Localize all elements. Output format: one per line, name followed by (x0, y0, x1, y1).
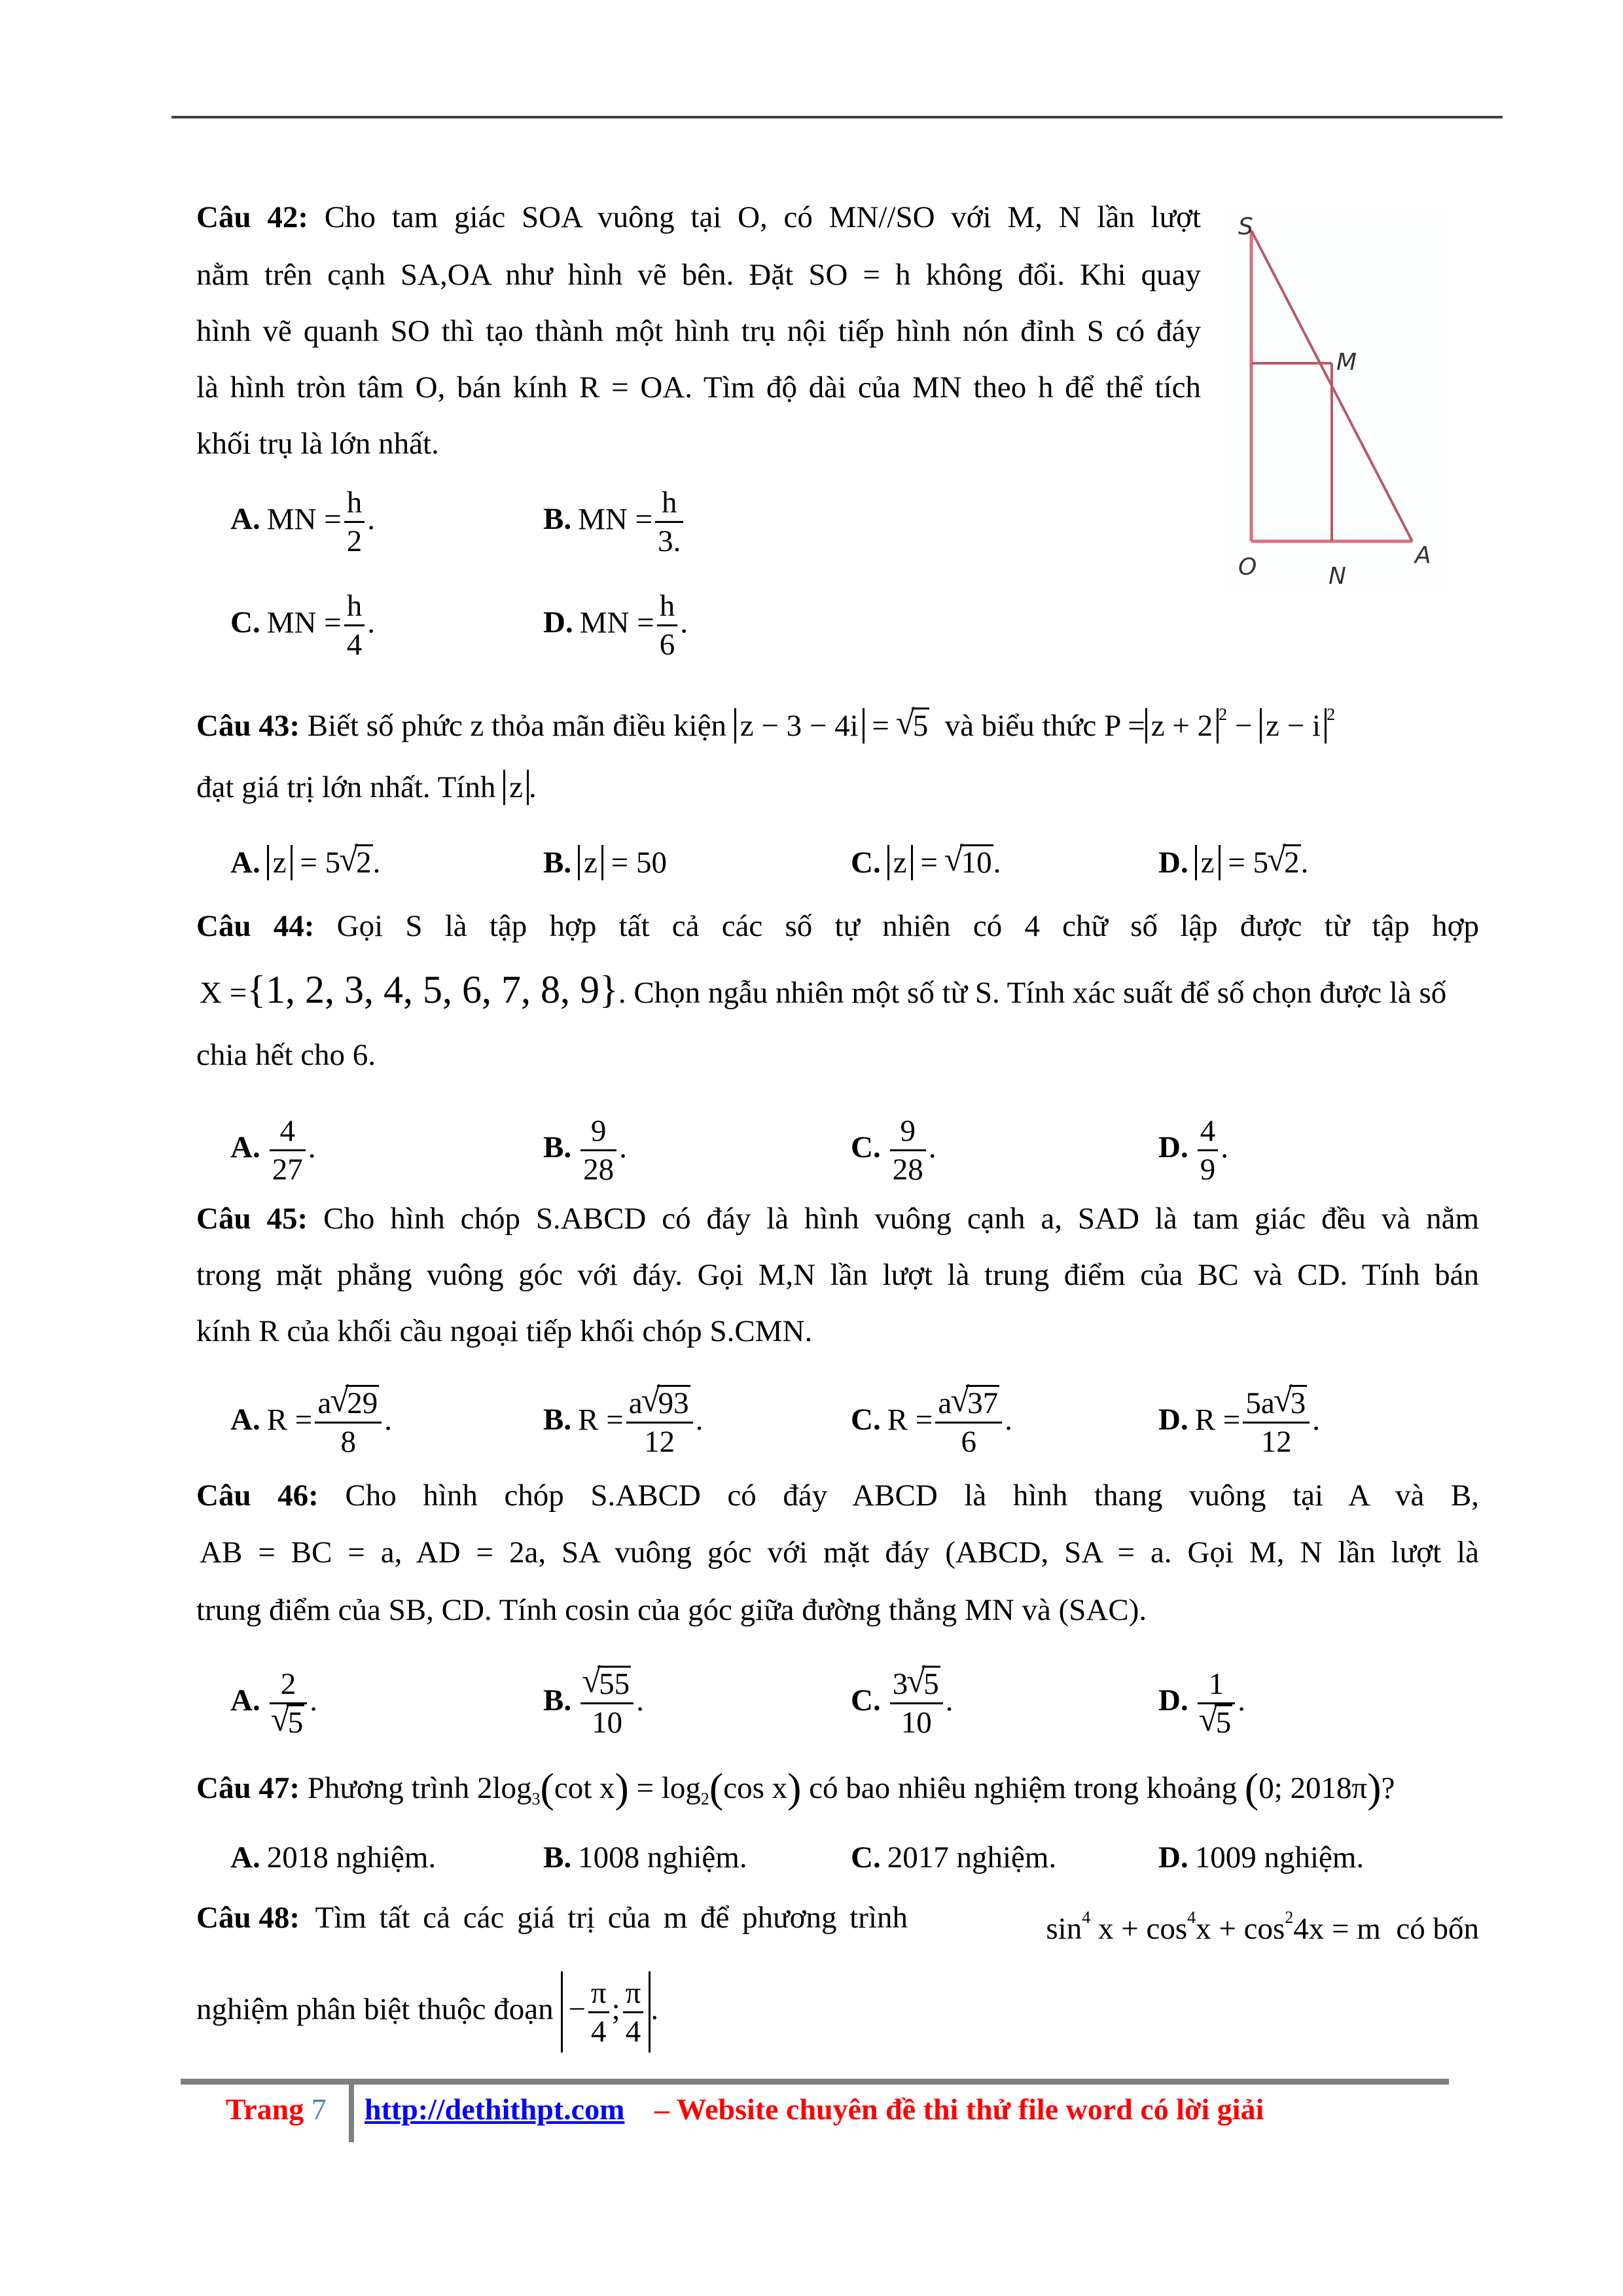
question-label: Câu 45: (196, 1202, 308, 1236)
answer-option-b[interactable]: B. √ $\frac{55}{10}$ . (543, 1666, 644, 1741)
point-label-a: A (1415, 542, 1431, 569)
answer-option-c[interactable]: C. $\frac{9}{28}$ . (851, 1114, 936, 1187)
question-line: hình vẽ quanh SO thì tạo thành một hình trụ nội tiếp hình nón đỉnh S có đáy (196, 314, 1201, 348)
question-line: Câu 48: Tìm tất cả các giá trị của m để phương trình $\sin^4 x + \cos^4x + \cos^24x = m$ có bốn (196, 1901, 1479, 1946)
question-label: Câu 42: (196, 200, 308, 234)
fraction: $\frac{3 √ 5}{10}$ (890, 1666, 943, 1741)
square-root: √ 55 (583, 1666, 631, 1702)
question-line: Câu 45: Cho hình chóp S.ABCD có đáy là hình vuông cạnh a, SAD là tam giác đều và nằm (196, 1202, 1480, 1236)
answer-option-c[interactable]: C. z = √ 10. (851, 843, 1001, 882)
answer-option-d[interactable]: D. MN = $\frac{h}{6}$ . (543, 589, 688, 662)
fraction: 2 √ 5 (270, 1666, 308, 1741)
question-label: Câu 43: (196, 709, 300, 743)
square-root: √ 2 (340, 843, 373, 882)
point-label-m: M (1336, 349, 1357, 376)
answer-option-d[interactable]: D. 1009 nghiệm. (1158, 1840, 1364, 1874)
answer-option-c[interactable]: C. 2017 nghiệm. (851, 1840, 1057, 1874)
question-line: Câu 46: Cho hình chóp S.ABCD có đáy ABCD là hình thang vuông tại A và B, (196, 1479, 1479, 1513)
answer-option-a[interactable]: A. MN = $\frac{h}{2}$ . (230, 486, 375, 558)
fraction: $\frac{5a √ 3}{12}$ (1243, 1385, 1310, 1460)
answer-option-c[interactable]: C. $\frac{3 √ 5}{10}$ . (851, 1666, 953, 1741)
question-line: kính R của khối cầu ngoại tiếp khối chóp S.CMN. (196, 1314, 813, 1348)
set-values: {1, 2, 3, 4, 5, 6, 7, 8, 9} (247, 968, 618, 1011)
fraction: $\frac{4}{9}$ (1198, 1113, 1219, 1188)
answer-option-d[interactable]: D. 1 √ 5 . (1158, 1666, 1245, 1741)
fraction: $\frac{9}{28}$ (890, 1113, 926, 1188)
fraction: $\frac{a √ 29}{8}$ (315, 1385, 382, 1460)
question-line: trung điểm của SB, CD. Tính cosin của góc giữa đường thẳng MN và (SAC). (196, 1593, 1147, 1627)
question-label: Câu 47: (196, 1771, 300, 1805)
fraction: $\frac{4}{27}$ (270, 1113, 306, 1188)
question-line: X ={1, 2, 3, 4, 5, 6, 7, 8, 9}. Chọn ngẫu nhiên một số từ S. Tính xác suất để số chọn được là số (200, 968, 1447, 1011)
answer-option-d[interactable]: D. R = $\frac{5a √ 3}{12}$ . (1158, 1385, 1320, 1460)
fraction: $\frac{\pi}{4}$ (623, 1975, 644, 2050)
point-label-n: N (1329, 563, 1346, 589)
fraction: $\frac{\pi}{4}$ (588, 1975, 609, 2050)
fraction: 1 √ 5 (1198, 1666, 1236, 1741)
absolute-value: z − 3 − 4i (734, 708, 865, 744)
question-line: chia hết cho 6. (196, 1038, 376, 1072)
square-root: √ 5 (272, 1704, 305, 1741)
square-root: √ 5 (897, 706, 930, 745)
answer-option-a[interactable]: A. 2 √ 5 . (230, 1666, 317, 1741)
square-root: √ 37 (952, 1385, 999, 1422)
triangle-diagram (1224, 209, 1446, 589)
answer-option-a[interactable]: A. 2018 nghiệm. (230, 1840, 437, 1874)
question-line: khối trụ là lớn nhất. (196, 427, 439, 461)
question-label: Câu 46: (196, 1479, 319, 1513)
square-root: √ 10 (946, 843, 993, 882)
question-label: Câu 48: (196, 1901, 300, 1935)
answer-option-b[interactable]: B. z = 50 (543, 846, 667, 880)
fraction: $\frac{9}{28}$ (580, 1113, 616, 1188)
fraction: $\frac{a √ 93}{12}$ (626, 1385, 693, 1460)
square-root: √ 29 (331, 1385, 379, 1422)
answer-option-a[interactable]: A. $\frac{4}{27}$ . (230, 1114, 316, 1187)
answer-option-b[interactable]: B. $\frac{9}{28}$ . (543, 1114, 627, 1187)
square-root: √ 5 (908, 1666, 940, 1702)
footer-website-link[interactable]: http://dethithpt.com (365, 2092, 625, 2126)
bracket-left (561, 1971, 563, 2053)
absolute-value: z + 2 (1145, 708, 1219, 744)
fraction: $\frac{h}{6}$ (657, 588, 678, 663)
question-line: Câu 42: Cho tam giác SOA vuông tại O, có MN//SO với M, N lần lượt (196, 200, 1201, 234)
absolute-value: z (503, 770, 529, 805)
question-line: là hình tròn tâm O, bán kính R = OA. Tìm độ dài của MN theo h để thể tích (196, 370, 1201, 404)
fraction: $\frac{h}{2}$ (344, 484, 365, 560)
fraction: $\frac{h}{4}$ (344, 588, 365, 663)
square-root: √ 3 (1275, 1385, 1308, 1422)
square-root: √ 2 (1268, 843, 1301, 882)
page-number: Trang 7 (226, 2092, 327, 2126)
square-root: √ 93 (643, 1385, 690, 1422)
question-line: nghiệm phân biệt thuộc đoạn − $\frac{\pi}{4}$ ; $\frac{\pi}{4}$ . (196, 1970, 658, 2053)
answer-option-a[interactable]: A. z = 5 √ 2. (230, 843, 380, 882)
question-line: đạt giá trị lớn nhất. Tính z . (196, 770, 537, 804)
footer-separator (349, 2085, 354, 2142)
header-rule (171, 116, 1503, 118)
question-line: Câu 43: Biết số phức z thỏa mãn điều kiện z − 3 − 4i = √ 5 và biểu thức P = z + 2 $^2$ − z − i $^2$ (196, 695, 1335, 745)
footer-tagline: – Website chuyên đề thi thử file word có lời giải (654, 2092, 1264, 2126)
question-line: Câu 44: Gọi S là tập hợp tất cả các số tự nhiên có 4 chữ số lập được từ tập hợp (196, 909, 1479, 943)
question-line: Câu 47: Phương trình $2\log_3(\cot$ $x) = \log_2(\cos$ x) có bao nhiêu nghiệm trong khoảng (0; 2018π)? (196, 1765, 1395, 1811)
footer-rule (181, 2079, 1449, 2085)
fraction: $\frac{a √ 37}{6}$ (935, 1385, 1002, 1460)
triangle-figure (1224, 209, 1446, 589)
fraction: $\frac{h}{3.}$ (655, 484, 683, 560)
question-label: Câu 44: (196, 909, 315, 943)
answer-option-b[interactable]: B. MN = $\frac{h}{3.}$ (543, 484, 686, 560)
answer-option-d[interactable]: D. $\frac{4}{9}$ . (1158, 1114, 1228, 1187)
square-root: √ 5 (1200, 1704, 1233, 1741)
answer-option-b[interactable]: B. R = $\frac{a √ 93}{12}$ . (543, 1385, 703, 1460)
answer-option-b[interactable]: B. 1008 nghiệm. (543, 1840, 747, 1874)
question-line: AB = BC = a, AD = 2a, SA vuông góc với mặt đáy (ABCD, SA = a. Gọi M, N lần lượt là (200, 1535, 1479, 1570)
question-line: nằm trên cạnh SA,OA như hình vẽ bên. Đặt SO = h không đổi. Khi quay (196, 258, 1201, 292)
answer-option-d[interactable]: D. z = 5 √ 2. (1158, 843, 1308, 882)
answer-option-a[interactable]: A. R = $\frac{a √ 29}{8}$ . (230, 1385, 392, 1460)
question-line: trong mặt phẳng vuông góc với đáy. Gọi M,N lần lượt là trung điểm của BC và CD. Tính bán (196, 1258, 1479, 1292)
point-label-s: S (1238, 213, 1253, 240)
fraction: √ $\frac{55}{10}$ (580, 1666, 633, 1741)
point-label-o: O (1238, 554, 1257, 581)
answer-option-c[interactable]: C. MN = $\frac{h}{4}$ . (230, 589, 375, 662)
answer-option-c[interactable]: C. R = $\frac{a √ 37}{6}$ . (851, 1385, 1012, 1460)
absolute-value: z − i (1260, 708, 1327, 744)
